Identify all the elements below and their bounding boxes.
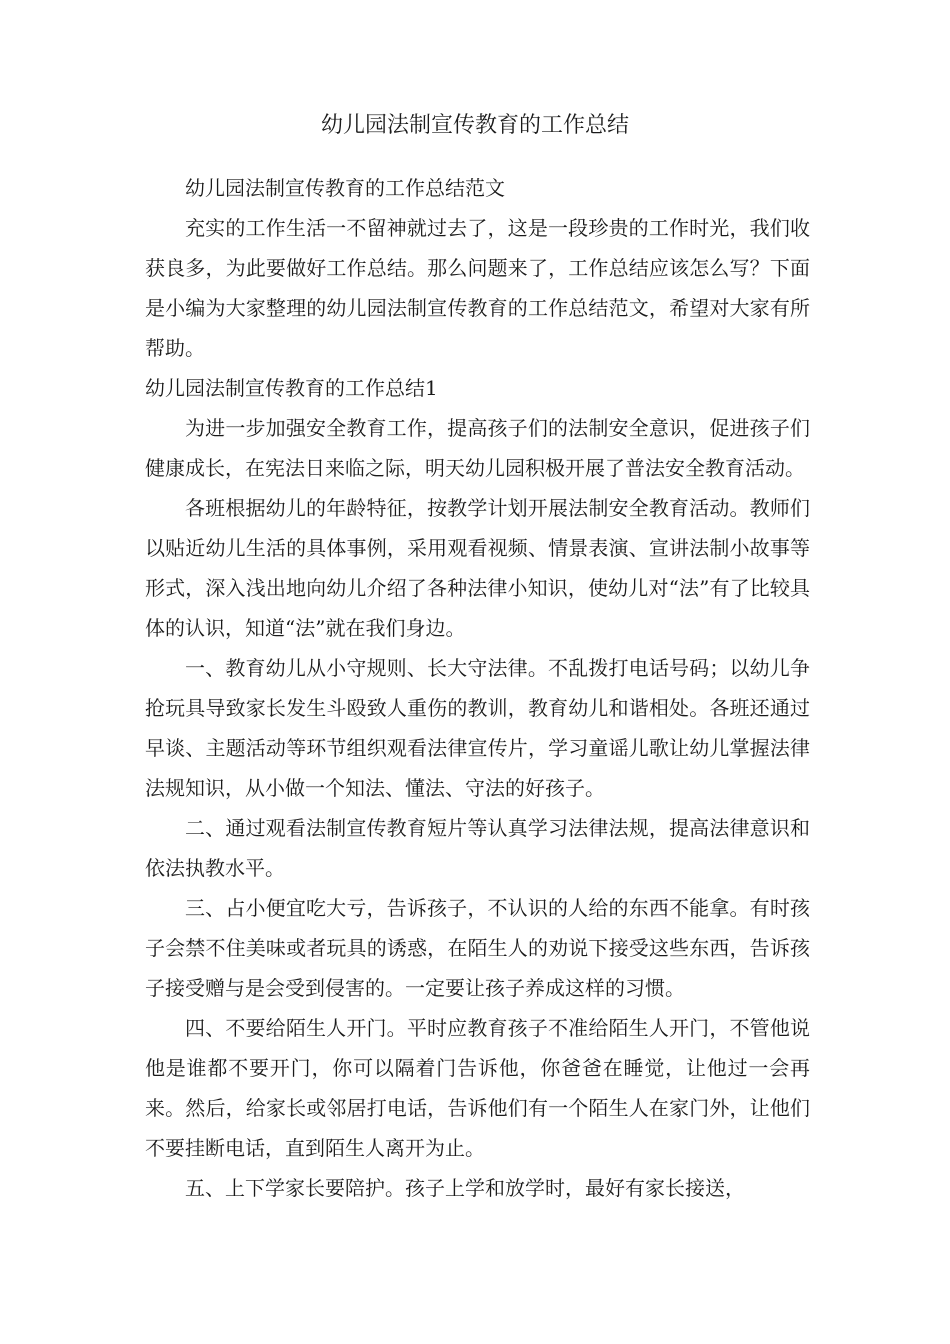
paragraph: 三、占小便宜吃大亏，告诉孩子，不认识的人给的东西不能拿。有时孩子会禁不住美味或者玩具的诱惑，在陌生人的劝说下接受这些东西，告诉孩子接受赠与是会受到侵害的。一定要让孩子养成这样的习惯。 [145,896,810,1000]
document-title: 幼儿园法制宣传教育的工作总结 [320,113,629,138]
document-subtitle: 幼儿园法制宣传教育的工作总结范文 [185,176,505,200]
document-body [145,168,810,1208]
paragraph: 为进一步加强安全教育工作，提高孩子们的法制安全意识，促进孩子们健康成长，在宪法日来临之际，明天幼儿园积极开展了普法安全教育活动。 [145,416,810,480]
paragraph: 四、不要给陌生人开门。平时应教育孩子不准给陌生人开门，不管他说他是谁都不要开门，你可以隔着门告诉他，你爸爸在睡觉，让他过一会再来。然后，给家长或邻居打电话，告诉他们有一个陌生人在家门外，让他们不要挂断电话，直到陌生人离开为止。 [145,1016,810,1160]
paragraph: 二、通过观看法制宣传教育短片等认真学习法律法规，提高法律意识和依法执教水平。 [145,816,810,880]
intro-paragraph: 充实的工作生活一不留神就过去了，这是一段珍贵的工作时光，我们收获良多，为此要做好工作总结。那么问题来了，工作总结应该怎么写？下面是小编为大家整理的幼儿园法制宣传教育的工作总结范文，希望对大家有所帮助。 [145,216,810,360]
paragraph: 五、上下学家长要陪护。孩子上学和放学时，最好有家长接送， [185,1176,745,1200]
paragraph: 一、教育幼儿从小守规则、长大守法律。不乱拨打电话号码；以幼儿争抢玩具导致家长发生斗殴致人重伤的教训，教育幼儿和谐相处。各班还通过早谈、主题活动等环节组织观看法律宣传片，学习童谣儿歌让幼儿掌握法律法规知识，从小做一个知法、懂法、守法的好孩子。 [145,656,810,800]
paragraph: 各班根据幼儿的年龄特征，按教学计划开展法制安全教育活动。教师们以贴近幼儿生活的具体事例，采用观看视频、情景表演、宣讲法制小故事等形式，深入浅出地向幼儿介绍了各种法律小知识，使幼儿对“法”有了比较具体的认识，知道“法”就在我们身边。 [145,496,810,640]
section-heading: 幼儿园法制宣传教育的工作总结1 [145,376,438,400]
